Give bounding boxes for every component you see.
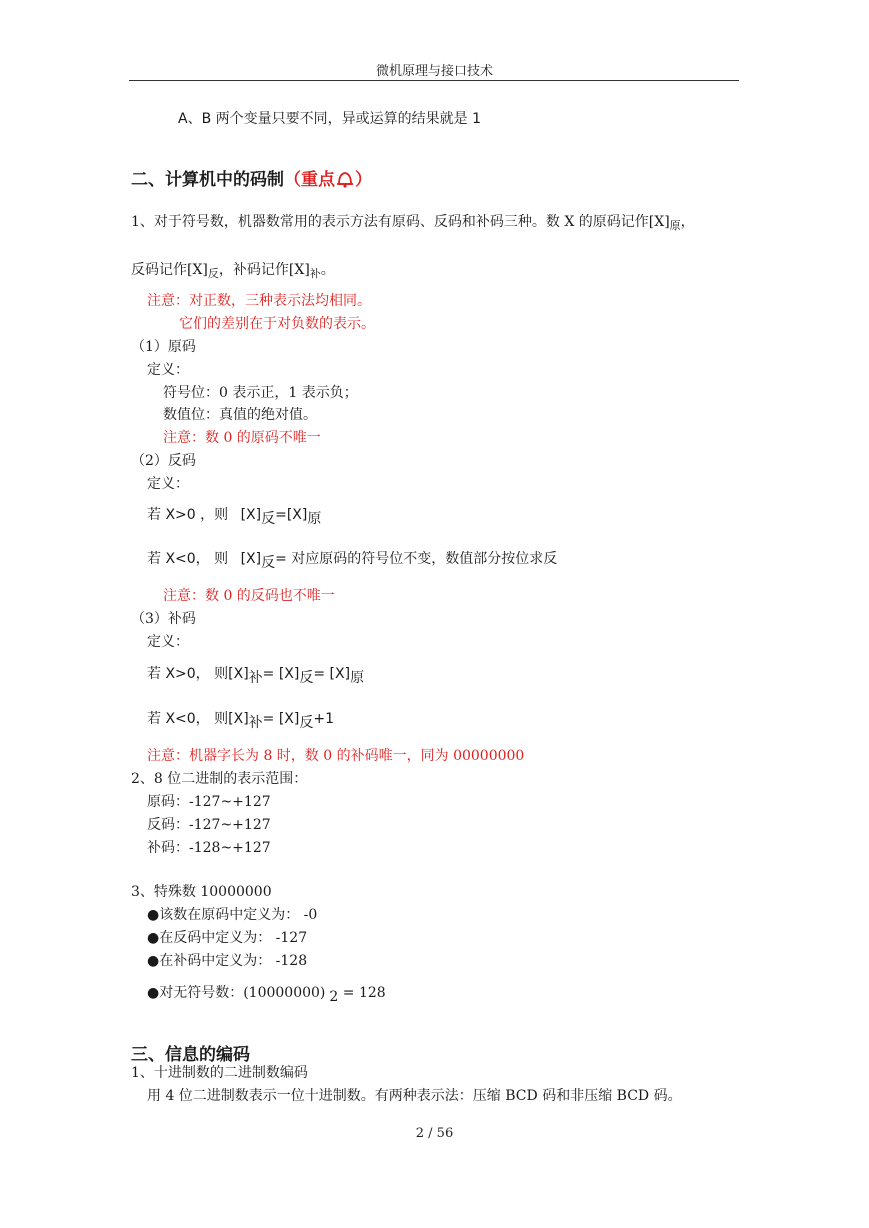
range-buma: 补码：-128~+127 [147,840,271,856]
buma-c2-sub2: 反 [299,715,314,731]
yuanma-def: 定义： [147,362,189,378]
para1-end: ， [680,214,695,230]
buma-title: （3）补码 [131,611,196,627]
buma-c2-eq: = [X] [262,711,300,727]
buma-c1-x: [X] [228,666,249,682]
fanma-case-negative [147,548,557,572]
fanma-case-positive [147,504,321,528]
para1-line2 [131,259,335,281]
sub-bu: 补 [309,267,321,280]
special-bullet-buma: ●在补码中定义为： -128 [147,953,308,969]
unsigned-text: ●对无符号数：(10000000) [147,985,326,1001]
fanma-c2-text: = 对应原码的符号位不变，数值部分按位求反 [275,551,558,567]
yuanma-note: 注意：数 0 的原码不唯一 [163,430,321,446]
section2-title: 二、计算机中的码制 [131,170,284,190]
para1-line2-end: 。 [320,262,335,278]
buma-c1-eq2: = [X] [313,666,351,682]
buma-c2-plus1: +1 [313,711,334,727]
buma-c1-sub2: 反 [299,670,314,686]
special-bullet-yuanma: ●该数在原码中定义为： -0 [147,907,318,923]
fanma-c2-x: [X] [240,551,262,567]
buma-c2-x: [X] [228,711,249,727]
buma-c1-sub3: 原 [350,670,365,686]
fanma-c1-sub2: 原 [307,511,322,527]
unsigned-value: = 128 [338,985,386,1001]
buma-c1-sub1: 补 [248,670,263,686]
para1-line1 [131,211,695,233]
bell-icon [335,170,355,193]
fanma-def: 定义： [147,476,189,492]
para1-text: 1、对于符号数，机器数常用的表示方法有原码、反码和补码三种。数 X 的原码记作[X] [131,214,670,230]
buma-case-positive [147,663,364,687]
special-title: 3、特殊数 10000000 [131,884,272,900]
fanma-title: （2）反码 [131,453,196,469]
note-negative: 它们的差别在于对负数的表示。 [179,316,375,332]
header-rule [129,80,739,81]
section3-line2: 用 4 位二进制数表示一位十进制数。有两种表示法：压缩 BCD 码和非压缩 BCD 码。 [147,1088,682,1104]
buma-case-negative [147,708,334,732]
yuanma-sign-bit: 符号位：0 表示正，1 表示负； [163,385,358,401]
page-number: 2 / 56 [415,1126,454,1141]
yuanma-value-bits: 数值位：真值的绝对值。 [163,407,317,423]
yuanma-title: （1）原码 [131,339,196,355]
fanma-c1-eq: =[X] [275,507,308,523]
buma-c1-eq1: = [X] [262,666,300,682]
page-header: 微机原理与接口技术 [375,64,493,79]
section2-emphasis-end: ） [355,170,372,190]
fanma-c1-x: [X] [240,507,262,523]
section2-heading [131,165,372,193]
unsigned-base: 2 [329,989,339,1005]
sub-fan: 反 [207,267,219,280]
special-bullet-unsigned [147,982,386,1005]
buma-c2-sub1: 补 [248,715,263,731]
note-positive: 注意：对正数，三种表示法均相同。 [147,293,371,309]
para1-line2-text: 反码记作[X] [131,262,208,278]
special-bullet-fanma: ●在反码中定义为： -127 [147,930,308,946]
intro-line: A、B 两个变量只要不同，异或运算的结果就是 1 [178,111,481,127]
fanma-cond1: 若 X>0 ，则 [147,507,229,523]
fanma-note: 注意：数 0 的反码也不唯一 [163,588,335,604]
buma-cond1: 若 X>0， 则 [147,666,229,682]
fanma-cond2: 若 X<0， 则 [147,551,229,567]
buma-def: 定义： [147,634,189,650]
sub-yuan: 原 [669,219,681,232]
range-yuanma: 原码：-127~+127 [147,794,271,810]
range-title: 2、8 位二进制的表示范围： [131,771,308,787]
fanma-c2-sub1: 反 [261,555,276,571]
section2-emphasis: （重点 [284,170,335,190]
section3-line1: 1、十进制数的二进制数编码 [131,1065,308,1081]
para1-line2-text2: ，补码记作[X] [218,262,310,278]
section3-title: 三、信息的编码 [131,1045,250,1065]
fanma-c1-sub1: 反 [261,511,276,527]
range-fanma: 反码：-127~+127 [147,817,271,833]
buma-note: 注意：机器字长为 8 时，数 0 的补码唯一，同为 00000000 [147,748,525,764]
buma-cond2: 若 X<0， 则 [147,711,229,727]
